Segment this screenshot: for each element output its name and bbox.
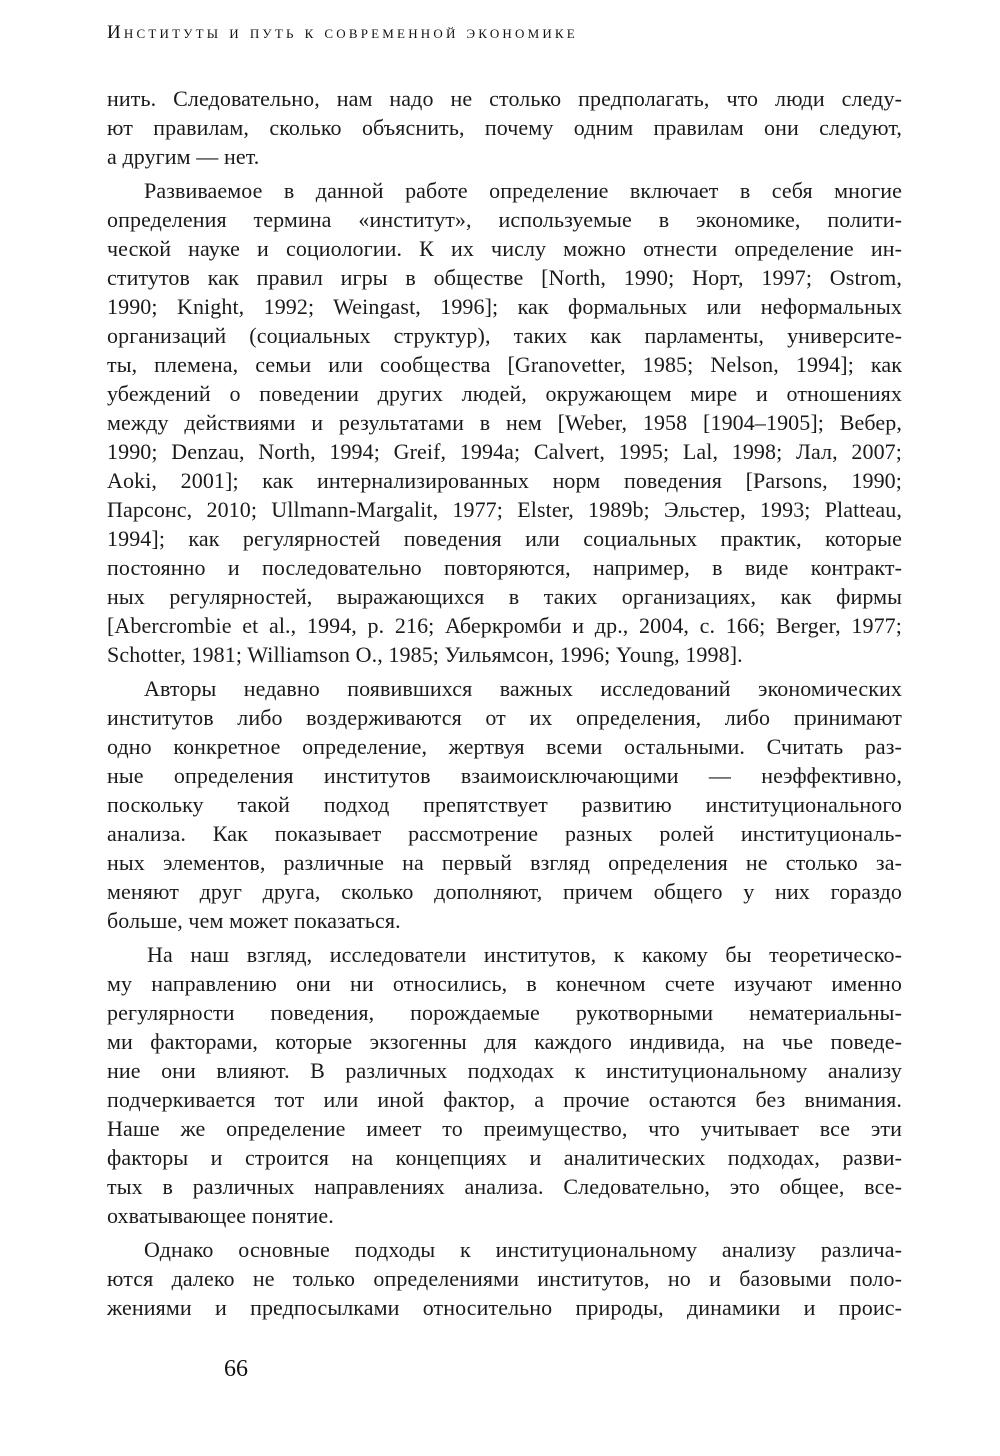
text-line: одно конкретное определение, жертвуя всеми остальными. Считать раз- xyxy=(107,734,902,759)
text-line: 1994]; как регулярностей поведения или социальных практик, которые xyxy=(107,526,902,551)
body-text xyxy=(107,84,902,1327)
text-line: Парсонс, 2010; Ullmann-Margalit, 1977; Elster, 1989b; Эльстер, 1993; Platteau, xyxy=(107,497,902,522)
text-line: ных регулярностей, выражающихся в таких организациях, как фирмы xyxy=(107,584,902,609)
text-line: ние они влияют. В различных подходах к институциональному анализу xyxy=(107,1058,902,1083)
text-line: жениями и предпосылками относительно природы, динамики и проис- xyxy=(107,1295,902,1320)
text-line: ты, племена, семьи или сообщества [Granovetter, 1985; Nelson, 1994]; как xyxy=(107,352,902,377)
text-line: Наше же определение имеет то преимущество, что учитывает все эти xyxy=(107,1116,902,1141)
paragraph-4 xyxy=(107,940,902,1230)
text-line: определения термина «институт», используемые в экономике, полити- xyxy=(107,207,902,232)
paragraph-1 xyxy=(107,84,902,171)
text-line: Авторы недавно появившихся важных исследований экономических xyxy=(144,676,902,701)
text-line: регулярности поведения, порождаемые рукотворными нематериальны- xyxy=(107,1000,902,1025)
text-line: а другим — нет. xyxy=(107,144,260,169)
text-line: ются далеко не только определениями институтов, но и базовыми поло- xyxy=(107,1266,902,1291)
text-line: На наш взгляд, исследователи институтов, к какому бы теоретическо- xyxy=(147,942,902,967)
text-line: тых в различных направлениях анализа. Следовательно, это общее, все- xyxy=(107,1174,902,1199)
text-line: ститутов как правил игры в обществе [North, 1990; Норт, 1997; Ostrom, xyxy=(107,265,902,290)
text-line: подчеркивается тот или иной фактор, а прочие остаются без внимания. xyxy=(107,1087,902,1112)
text-line: больше, чем может показаться. xyxy=(107,908,401,933)
text-line: 1990; Knight, 1992; Weingast, 1996]; как формальных или неформальных xyxy=(107,294,902,319)
text-line: Aoki, 2001]; как интернализированных норм поведения [Parsons, 1990; xyxy=(107,468,902,493)
text-line: анализа. Как показывает рассмотрение разных ролей институциональ- xyxy=(107,821,902,846)
running-head: Институты и путь к современной экономике xyxy=(107,22,578,43)
text-line: Развиваемое в данной работе определение включает в себя многие xyxy=(144,178,902,203)
paragraph-5 xyxy=(107,1235,902,1322)
text-line: [Abercrombie et al., 1994, p. 216; Аберкромби и др., 2004, с. 166; Berger, 1977; xyxy=(107,613,902,638)
text-line: между действиями и результатами в нем [Weber, 1958 [1904–1905]; Вебер, xyxy=(107,410,902,435)
text-line: ми факторами, которые экзогенны для каждого индивида, на чье поведе- xyxy=(107,1029,902,1054)
text-line: поскольку такой подход препятствует развитию институционального xyxy=(107,792,902,817)
text-line: ческой науке и социологии. К их числу можно отнести определение ин- xyxy=(107,236,902,261)
text-line: Однако основные подходы к институциональному анализу различа- xyxy=(144,1237,902,1262)
text-line: му направлению они ни относились, в конечном счете изучают именно xyxy=(107,971,902,996)
text-line: ных элементов, различные на первый взгляд определения не столько за- xyxy=(107,850,902,875)
text-line: ные определения институтов взаимоисключающими — неэффективно, xyxy=(107,763,902,788)
text-line: охватывающее понятие. xyxy=(107,1203,334,1228)
text-line: нить. Следовательно, нам надо не столько предполагать, что люди следу- xyxy=(107,86,902,111)
text-line: постоянно и последовательно повторяются, например, в виде контракт- xyxy=(107,555,902,580)
text-line: факторы и строится на концепциях и аналитических подходах, разви- xyxy=(107,1145,902,1170)
page-number: 66 xyxy=(224,1356,248,1382)
text-line: организаций (социальных структур), таких как парламенты, университе- xyxy=(107,323,902,348)
text-line: 1990; Denzau, North, 1994; Greif, 1994a; Calvert, 1995; Lal, 1998; Лал, 2007; xyxy=(107,439,902,464)
text-line: институтов либо воздерживаются от их определения, либо принимают xyxy=(107,705,902,730)
paragraph-3 xyxy=(107,674,902,935)
paragraph-2 xyxy=(107,176,902,669)
text-line: ют правилам, сколько объяснить, почему одним правилам они следуют, xyxy=(107,115,902,140)
text-line: меняют друг друга, сколько дополняют, причем общего у них гораздо xyxy=(107,879,902,904)
text-line: Schotter, 1981; Williamson O., 1985; Уильямсон, 1996; Young, 1998]. xyxy=(107,642,743,667)
text-line: убеждений о поведении других людей, окружающем мире и отношениях xyxy=(107,381,902,406)
